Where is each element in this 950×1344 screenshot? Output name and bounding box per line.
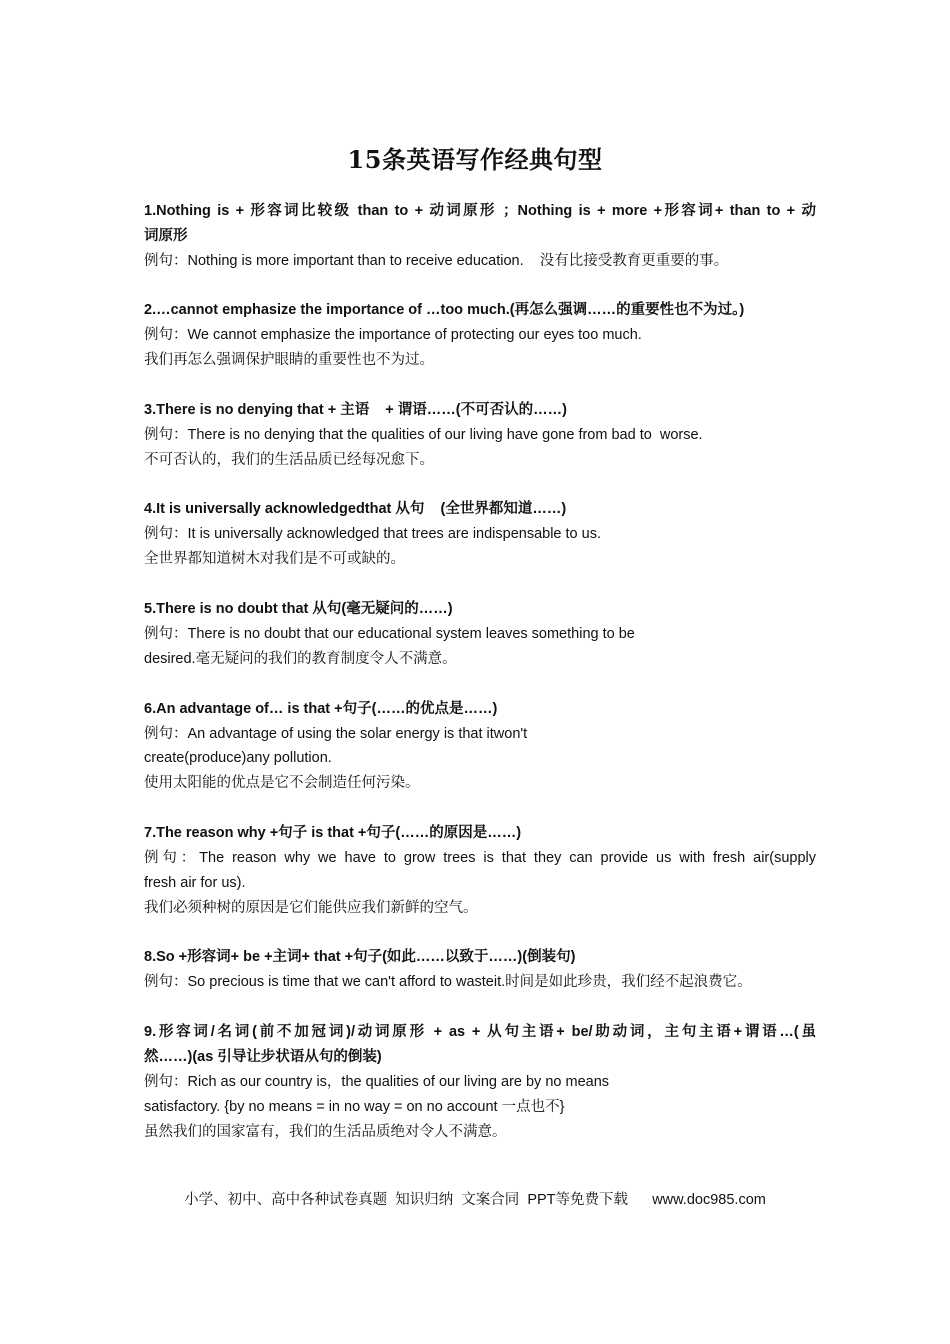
item-6-heading: 6.An advantage of… is that +句子(……的优点是……) [144,701,498,717]
item-7-example-line-1: 例句：The reason why we have to grow trees is that they can provide us with fresh air(supply [144,850,816,866]
item-4-heading: 4.It is universally acknowledgedthat 从句 (全世界都知道……) [144,501,567,517]
item-3-example: 例句：There is no denying that the qualities of our living have gone from bad to worse. [144,427,703,443]
item-1-example: 例句：Nothing is more important than to receive education. 没有比接受教育更重要的事。 [144,253,729,269]
item-1-heading-line-1: 1.Nothing is + 形容词比较级 than to + 动词原形 ；Nothing is + more +形容词+ than to + 动 [144,203,816,219]
item-3-heading: 3.There is no denying that + 主语 + 谓语……(不可否认的……) [144,402,567,418]
item-9-example-line-1: 例句：Rich as our country is，the qualities of our living are by no means [144,1074,610,1090]
item-4-translation: 全世界都知道树木对我们是不可或缺的。 [144,551,405,567]
item-5-example-line-2: desired.毫无疑问的我们的教育制度令人不满意。 [144,651,457,667]
item-1-heading-line-2: 词原形 [144,228,188,244]
item-9-heading-line-2: 然……)(as 引导让步状语从句的倒装) [144,1049,382,1065]
item-5-heading: 5.There is no doubt that 从句(毫无疑问的……) [144,601,453,617]
item-9-heading-line-1: 9.形容词/名词(前不加冠词)/动词原形 + as + 从句主语+ be/助动词，主句主语+谓语…(虽 [144,1024,816,1040]
item-2-example: 例句：We cannot emphasize the importance of protecting our eyes too much. [144,327,642,343]
item-7-heading: 7.The reason why +句子 is that +句子(……的原因是……) [144,825,522,841]
item-6-translation: 使用太阳能的优点是它不会制造任何污染。 [144,775,420,791]
item-7-example-line-2: fresh air for us). [144,875,246,891]
item-9-example-line-2: satisfactory. {by no means = in no way = on no account 一点也不} [144,1099,565,1115]
page-footer: 小学、初中、高中各种试卷真题 知识归纳 文案合同 PPT等免费下载 www.doc985.com [184,1192,766,1208]
item-4-example: 例句：It is universally acknowledged that trees are indispensable to us. [144,526,601,542]
item-2-translation: 我们再怎么强调保护眼睛的重要性也不为过。 [144,352,434,368]
item-8-heading: 8.So +形容词+ be +主词+ that +句子(如此……以致于……)(倒装句) [144,949,576,965]
item-8-example: 例句：So precious is time that we can't afford to wasteit.时间是如此珍贵，我们经不起浪费它。 [144,974,752,990]
page-title: 15条英语写作经典句型 [347,145,603,174]
item-9-translation: 虽然我们的国家富有，我们的生活品质绝对令人不满意。 [144,1124,507,1140]
item-2-heading: 2.…cannot emphasize the importance of …too much.(再怎么强调……的重要性也不为过。) [144,302,745,318]
item-6-example-line-2: create(produce)any pollution. [144,750,332,766]
item-7-translation: 我们必须种树的原因是它们能供应我们新鲜的空气。 [144,900,478,916]
item-6-example-line-1: 例句：An advantage of using the solar energy is that itwon't [144,726,528,742]
item-3-translation: 不可否认的，我们的生活品质已经每况愈下。 [144,452,434,468]
item-5-example-line-1: 例句：There is no doubt that our educational system leaves something to be [144,626,635,642]
